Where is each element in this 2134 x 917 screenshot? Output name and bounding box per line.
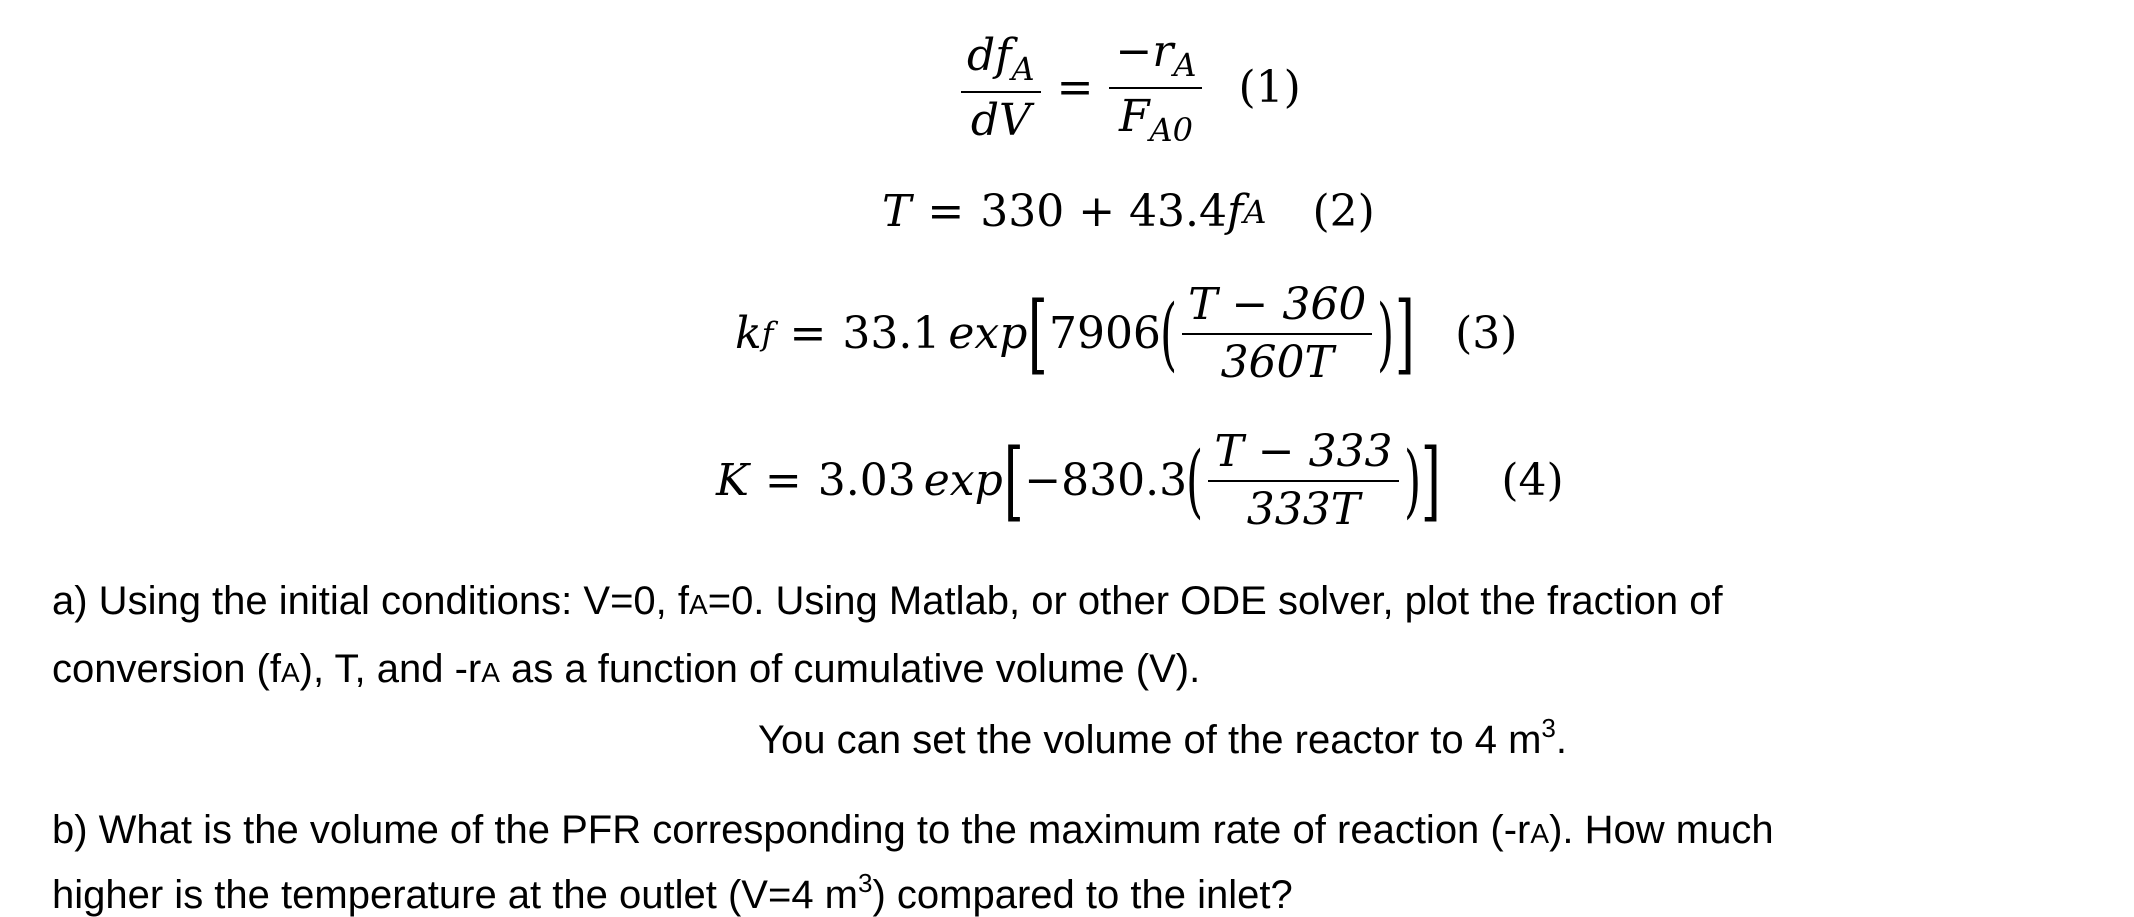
equation-2-label: (2) [1312, 186, 1375, 237]
question-b-line-2: higher is the temperature at the outlet (V=4 $m^3$) compared to the inlet? [52, 868, 1293, 917]
question-a-line-1: a) Using the initial conditions: V=0, fA=0. Using Matlab, or other ODE solver, plot the fraction of [52, 579, 1723, 623]
equation-1: $\frac{df_A}{dV}$ = $\frac{-r_A}{F_{A0}}$ (1) [955, 30, 1301, 146]
equation-1-label: (1) [1238, 62, 1301, 113]
equation-3-fraction: $\frac{T - 360}{360T}$ [1182, 283, 1372, 385]
equation-3-label: (3) [1455, 308, 1518, 359]
question-a-line-3: You can set the volume of the reactor to 4 $m^3$. [758, 713, 1568, 762]
equation-4: K = 3.03 exp [ −830.3 ( $\frac{T - 333}{333T}$ ) ] (4) [716, 426, 1564, 535]
equation-1-lhs-fraction: $\frac{df_A}{dV}$ [961, 34, 1041, 143]
equation-4-fraction: $\frac{T - 333}{333T}$ [1208, 430, 1398, 532]
equation-1-rhs-fraction: $\frac{-r_A}{F_{A0}}$ [1109, 30, 1202, 146]
equation-2: T = 330 + 43.4 f A (2) [882, 186, 1375, 237]
equation-4-label: (4) [1501, 455, 1564, 506]
equation-3: k f = 33.1 exp [ 7906 ( $\frac{T - 360}{360T}$ ) ] (3) [735, 279, 1518, 388]
question-a-line-2: conversion (fA), T, and -rA as a function of cumulative volume (V). [52, 647, 1201, 691]
question-b-line-1: b) What is the volume of the PFR corresponding to the maximum rate of reaction (-rA). How much [52, 808, 1774, 852]
